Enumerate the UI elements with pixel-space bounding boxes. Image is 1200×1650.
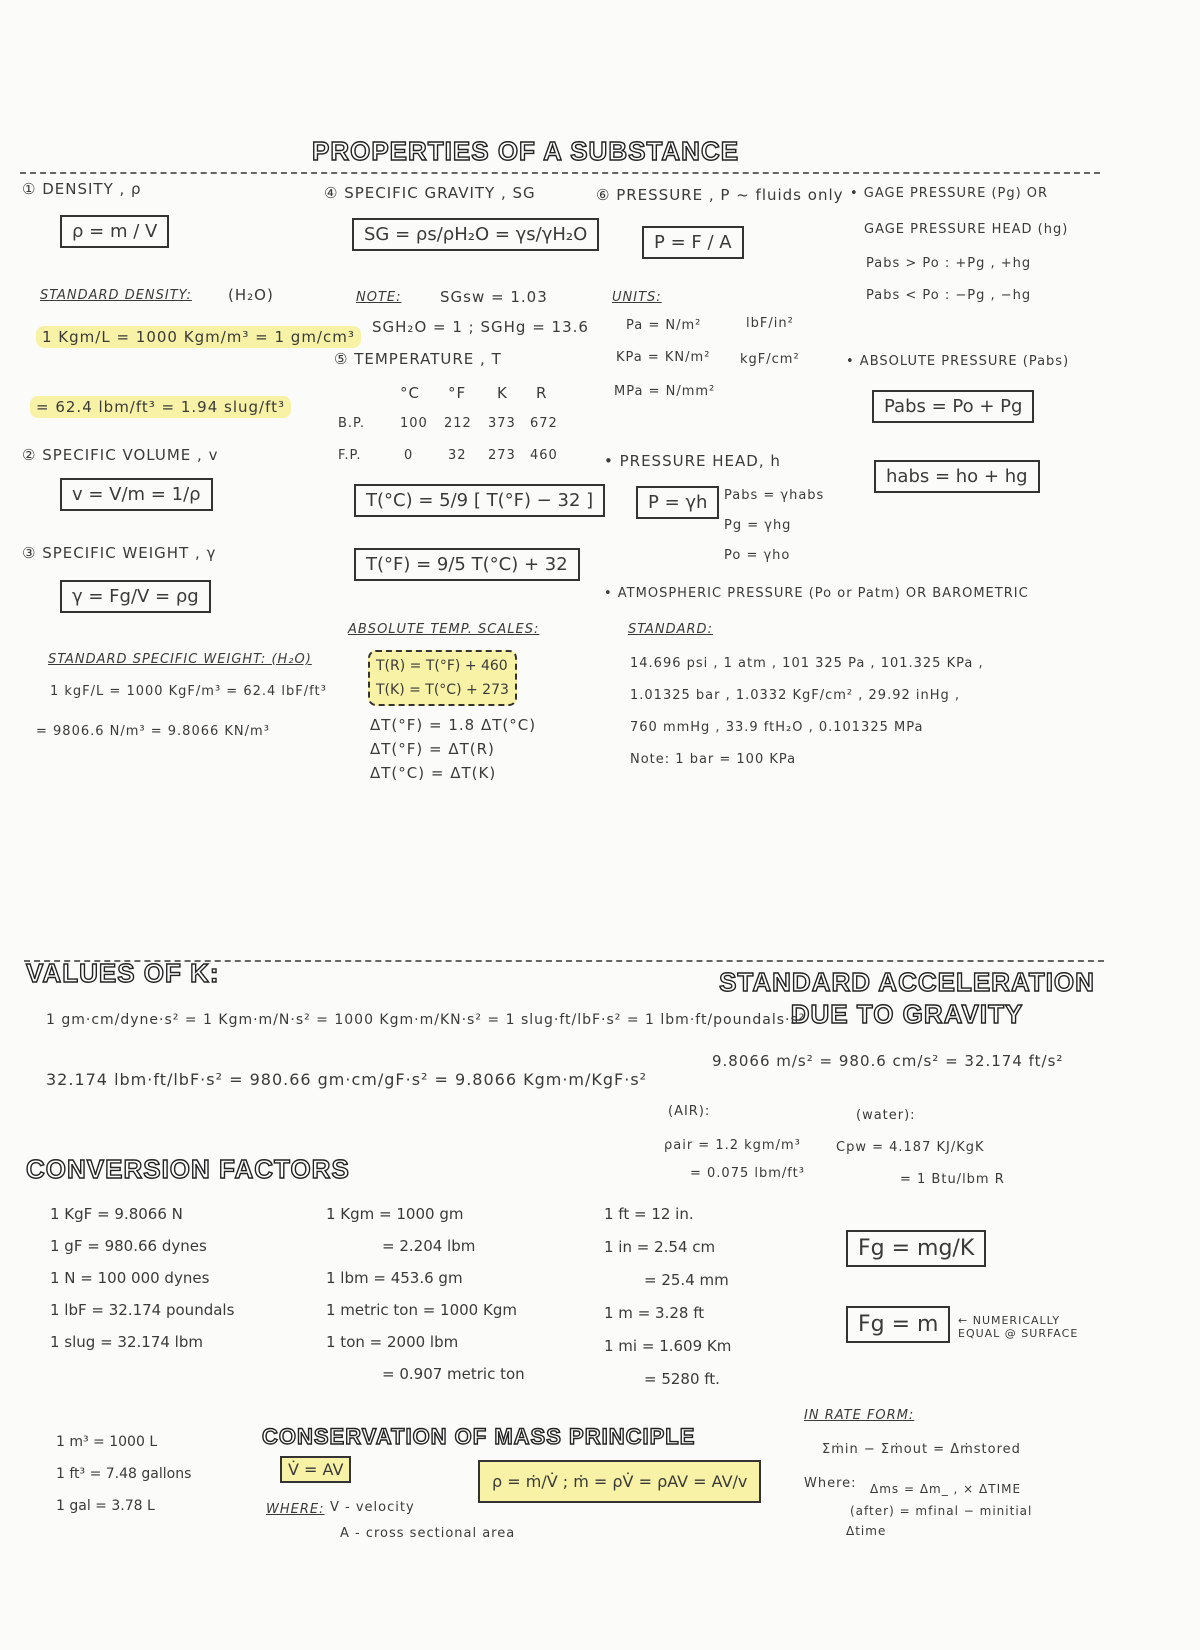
conversion-item: 1 ft³ = 7.48 gallons — [56, 1466, 192, 1482]
gravity-value: 9.8066 m/s² = 980.6 cm/s² = 32.174 ft/s² — [712, 1052, 1064, 1070]
conversion-item: 1 KgF = 9.8066 N — [50, 1205, 183, 1223]
rate-4: Δtime — [846, 1524, 887, 1538]
delta-2: ΔT(°F) = ΔT(R) — [370, 740, 495, 758]
fp-k: 273 — [488, 448, 516, 463]
conversion-item: 1 N = 100 000 dynes — [50, 1269, 210, 1287]
delta-1: ΔT(°F) = 1.8 ΔT(°C) — [370, 716, 537, 734]
gage-1: • GAGE PRESSURE (Pg) OR — [850, 186, 1049, 201]
units-label: UNITS: — [612, 290, 662, 305]
conversion-item: = 25.4 mm — [644, 1271, 729, 1289]
title-properties: PROPERTIES OF A SUBSTANCE — [312, 136, 740, 166]
mass-where-2: A - cross sectional area — [340, 1526, 516, 1541]
bp-f: 212 — [444, 416, 472, 431]
fp-c: 0 — [404, 448, 414, 463]
water-2: = 1 Btu/lbm R — [900, 1172, 1005, 1187]
specific-weight-formula: γ = Fg/V = ρg — [60, 580, 211, 613]
density-heading: ① DENSITY , ρ — [22, 180, 142, 198]
atm-std-2: 1.01325 bar , 1.0332 KgF/cm² , 29.92 inHg , — [630, 688, 961, 703]
unit-psi: lbF/in² — [746, 316, 794, 331]
sg-note-2: SGH₂O = 1 ; SGHg = 13.6 — [372, 318, 589, 336]
rate-equation: Σṁin − Σṁout = Δṁstored — [822, 1442, 1021, 1457]
sg-heading: ④ SPECIFIC GRAVITY , SG — [324, 184, 536, 202]
fg-formula-1: Fg = mg/K — [846, 1230, 986, 1267]
conversion-item: 1 m = 3.28 ft — [604, 1304, 705, 1322]
abs-temp-box — [368, 650, 517, 706]
conversion-col-1 — [50, 1198, 234, 1358]
unit-kgfcm2: kgF/cm² — [740, 352, 800, 367]
temp-heading: ⑤ TEMPERATURE , T — [334, 350, 502, 368]
specific-volume-formula: v = V/m = 1/ρ — [60, 478, 213, 511]
unit-kpa: KPa = KN/m² — [616, 350, 711, 365]
head-2: Pg = γhg — [724, 518, 792, 533]
conversion-item: 1 m³ = 1000 L — [56, 1434, 158, 1450]
temp-formula-1: T(°C) = 5/9 [ T(°F) − 32 ] — [354, 484, 605, 517]
std-density-label: STANDARD DENSITY: — [40, 288, 192, 303]
air-label: (AIR): — [668, 1104, 711, 1119]
bp-k: 373 — [488, 416, 516, 431]
std-density-h2o: (H₂O) — [228, 286, 274, 304]
conversion-item: 1 metric ton = 1000 Kgm — [326, 1301, 517, 1319]
temp-col-r: R — [536, 384, 548, 402]
density-line-2: = 62.4 lbm/ft³ = 1.94 slug/ft³ — [30, 396, 291, 418]
unit-pa: Pa = N/m² — [626, 318, 702, 333]
temp-col-c: °C — [400, 384, 420, 402]
density-line-1: 1 Kgm/L = 1000 Kgm/m³ = 1 gm/cm³ — [36, 326, 361, 348]
weight-line-2: = 9806.6 N/m³ = 9.8066 KN/m³ — [36, 724, 270, 739]
pressure-heading: ⑥ PRESSURE , P ~ fluids only — [596, 186, 844, 204]
abs-temp-2: T(K) = T(°C) + 273 — [376, 682, 509, 698]
unit-mpa: MPa = N/mm² — [614, 384, 716, 399]
fg-formula-2: Fg = m — [846, 1306, 950, 1343]
conversion-col-4 — [56, 1426, 191, 1522]
bp-label: B.P. — [338, 416, 365, 431]
conversion-item: = 0.907 metric ton — [382, 1365, 525, 1383]
bp-c: 100 — [400, 416, 428, 431]
delta-3: ΔT(°C) = ΔT(K) — [370, 764, 497, 782]
title-gravity: STANDARD ACCELERATION DUE TO GRAVITY — [719, 967, 1095, 1029]
conversion-col-3 — [604, 1198, 731, 1396]
pressure-head-formula: P = γh — [636, 486, 719, 519]
atm-note: Note: 1 bar = 100 KPa — [630, 752, 797, 767]
conversion-item: = 2.204 lbm — [382, 1237, 476, 1255]
k-line-2: 32.174 lbm·ft/lbF·s² = 980.66 gm·cm/gF·s² = 9.8066 Kgm·m/KgF·s² — [46, 1070, 648, 1089]
gage-2: GAGE PRESSURE HEAD (hg) — [864, 222, 1069, 237]
specific-volume-heading: ② SPECIFIC VOLUME , v — [22, 446, 219, 464]
abs-pressure-heading: • ABSOLUTE PRESSURE (Pabs) — [846, 354, 1070, 369]
mass-where: WHERE: — [266, 1502, 325, 1517]
conversion-item: 1 lbm = 453.6 gm — [326, 1269, 463, 1287]
rate-where: Where: — [804, 1476, 857, 1491]
conversion-item: 1 gal = 3.78 L — [56, 1498, 155, 1514]
water-label: (water): — [856, 1108, 916, 1123]
divider — [20, 172, 1100, 174]
title-mass: CONSERVATION OF MASS PRINCIPLE — [262, 1424, 696, 1449]
conversion-item: 1 in = 2.54 cm — [604, 1238, 716, 1256]
mass-formula-2: ρ = ṁ/V̇ ; ṁ = ρV̇ = ρAV = AV/v — [478, 1460, 761, 1503]
temp-col-k: K — [497, 384, 508, 402]
rate-3: (after) = mfinal − minitial — [850, 1504, 1033, 1518]
mass-formula-1: V̇ = AV — [280, 1456, 351, 1483]
atm-std-1: 14.696 psi , 1 atm , 101 325 Pa , 101.325 KPa , — [630, 656, 984, 671]
temp-col-f: °F — [448, 384, 467, 402]
atm-std-3: 760 mmHg , 33.9 ftH₂O , 0.101325 MPa — [630, 720, 924, 735]
conversion-item: 1 Kgm = 1000 gm — [326, 1205, 464, 1223]
conversion-col-2 — [326, 1198, 525, 1390]
pressure-formula: P = F / A — [642, 226, 744, 259]
specific-weight-heading: ③ SPECIFIC WEIGHT , γ — [22, 544, 217, 562]
fp-label: F.P. — [338, 448, 362, 463]
fp-r: 460 — [530, 448, 558, 463]
pressure-head-heading: • PRESSURE HEAD, h — [604, 452, 781, 470]
conversion-item: 1 mi = 1.609 Km — [604, 1337, 732, 1355]
abs-pressure-formula: Pabs = Po + Pg — [872, 390, 1034, 423]
abs-temp-1: T(R) = T(°F) + 460 — [376, 658, 508, 674]
fg-note: ← NUMERICALLY EQUAL @ SURFACE — [958, 1314, 1079, 1340]
gage-3: Pabs > Po : +Pg , +hg — [866, 256, 1032, 271]
conversion-item: = 5280 ft. — [644, 1370, 720, 1388]
conversion-item: 1 gF = 980.66 dynes — [50, 1237, 207, 1255]
abs-head-formula: habs = ho + hg — [874, 460, 1040, 493]
density-formula: ρ = m / V — [60, 215, 169, 248]
head-1: Pabs = γhabs — [724, 488, 825, 503]
conversion-item: 1 lbF = 32.174 poundals — [50, 1301, 235, 1319]
rate-label: IN RATE FORM: — [804, 1408, 915, 1423]
gage-4: Pabs < Po : −Pg , −hg — [866, 288, 1032, 303]
air-2: = 0.075 lbm/ft³ — [690, 1166, 805, 1181]
sg-note-label: NOTE: — [356, 290, 402, 305]
title-conversion: CONVERSION FACTORS — [26, 1154, 350, 1184]
air-1: ρair = 1.2 kgm/m³ — [664, 1138, 801, 1153]
conversion-item: 1 ton = 2000 lbm — [326, 1333, 459, 1351]
k-line-1: 1 gm·cm/dyne·s² = 1 Kgm·m/N·s² = 1000 Kgm·m/KN·s² = 1 slug·ft/lbF·s² = 1 lbm·ft/poundals·s² — [46, 1012, 806, 1028]
atm-heading: • ATMOSPHERIC PRESSURE (Po or Patm) OR BAROMETRIC — [604, 586, 1029, 601]
rate-2: Δms = Δm_ , × ΔTIME — [870, 1482, 1022, 1496]
bp-r: 672 — [530, 416, 558, 431]
head-3: Po = γho — [724, 548, 791, 563]
std-weight-label: STANDARD SPECIFIC WEIGHT: (H₂O) — [48, 652, 312, 667]
sg-formula: SG = ρs/ρH₂O = γs/γH₂O — [352, 218, 599, 251]
temp-formula-2: T(°F) = 9/5 T(°C) + 32 — [354, 548, 580, 581]
conversion-item: 1 ft = 12 in. — [604, 1205, 694, 1223]
atm-std-label: STANDARD: — [628, 622, 713, 637]
water-1: Cpw = 4.187 KJ/KgK — [836, 1140, 985, 1155]
mass-where-1: V - velocity — [330, 1500, 415, 1515]
fp-f: 32 — [448, 448, 467, 463]
abs-temp-label: ABSOLUTE TEMP. SCALES: — [348, 622, 540, 637]
sg-note-1: SGsw = 1.03 — [440, 288, 548, 306]
title-k-values: VALUES OF K: — [26, 958, 220, 988]
conversion-item: 1 slug = 32.174 lbm — [50, 1333, 203, 1351]
weight-line-1: 1 kgF/L = 1000 KgF/m³ = 62.4 lbF/ft³ — [50, 684, 327, 699]
